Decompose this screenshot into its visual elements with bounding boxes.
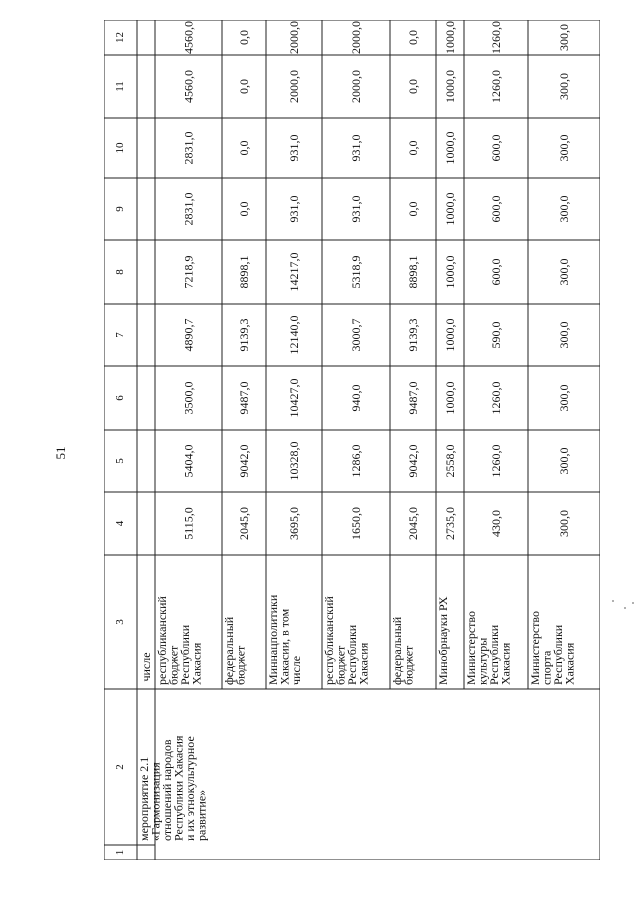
value-cell: 3000,7 — [349, 318, 363, 352]
value-cell: 0,0 — [406, 30, 420, 45]
value-cell: 2000,0 — [287, 21, 301, 54]
source-label-line: Республики — [551, 624, 565, 685]
source-label-line: республиканский — [155, 596, 169, 685]
value-cell: 10328,0 — [287, 441, 301, 481]
value-cell: 300,0 — [557, 510, 571, 537]
table-row — [436, 21, 457, 685]
column-number: 11 — [114, 81, 126, 92]
source-label-line: Министерство — [528, 611, 542, 685]
scan-speck — [612, 600, 614, 602]
value-cell: 300,0 — [557, 384, 571, 412]
column-number: 6 — [114, 395, 126, 401]
source-label-line: Республики — [487, 624, 501, 685]
value-cell: 4890,7 — [181, 318, 196, 352]
column-number: 10 — [114, 142, 126, 154]
measure-label-line: и их этнокультурное — [183, 736, 197, 841]
value-cell: 600,0 — [489, 134, 503, 162]
value-cell: 2735,0 — [443, 507, 457, 540]
value-cell: 940,0 — [349, 384, 363, 412]
table-row — [390, 30, 420, 685]
source-label-line: Хакасия — [562, 642, 577, 685]
value-cell: 590,0 — [489, 321, 503, 349]
measure-label-line: развитие» — [194, 789, 209, 841]
value-cell: 2831,0 — [181, 131, 196, 165]
value-cell: 3695,0 — [287, 507, 301, 540]
value-cell: 9042,0 — [406, 444, 420, 478]
column-number: 2 — [114, 764, 126, 770]
source-label-line: Миннацполитики — [266, 594, 280, 685]
value-cell: 9487,0 — [237, 381, 251, 415]
source-label-line: культуры — [475, 637, 490, 685]
source-label-line: федеральный — [390, 616, 404, 685]
value-cell: 0,0 — [406, 79, 420, 94]
value-cell: 1000,0 — [443, 192, 457, 226]
value-cell: 5404,0 — [181, 444, 196, 478]
value-cell: 2045,0 — [406, 507, 420, 540]
source-label-line: бюджет — [333, 645, 348, 685]
value-cell: 4560,0 — [181, 21, 196, 54]
scan-speck — [624, 607, 626, 609]
value-cell: 8898,1 — [237, 255, 251, 289]
value-cell: 4560,0 — [181, 70, 196, 103]
measure-label-line: Республики Хакасия — [171, 735, 186, 841]
value-cell: 300,0 — [557, 24, 571, 51]
value-cell: 1000,0 — [443, 318, 457, 352]
column-number: 9 — [114, 206, 126, 212]
value-cell: 300,0 — [557, 258, 571, 286]
value-cell: 931,0 — [287, 195, 301, 223]
continuation-cell — [139, 652, 153, 681]
value-cell: 300,0 — [557, 73, 571, 100]
source-label-line: бюджет — [401, 645, 416, 685]
budget-table — [104, 20, 600, 860]
source-label-line: Хакасия — [189, 642, 204, 685]
value-cell: 9139,3 — [237, 318, 251, 352]
value-cell: 12140,0 — [287, 315, 301, 355]
value-cell: 2000,0 — [287, 70, 301, 103]
value-cell: 7218,9 — [181, 255, 196, 289]
value-cell: 300,0 — [557, 134, 571, 162]
value-cell: 2000,0 — [349, 21, 363, 54]
value-cell: 1000,0 — [443, 131, 457, 165]
source-label-line: числе — [289, 655, 303, 685]
column-number: 5 — [114, 458, 126, 464]
value-cell: 600,0 — [489, 195, 503, 223]
column-number: 1 — [114, 849, 126, 856]
data-rows — [155, 21, 577, 685]
value-cell: 2558,0 — [443, 444, 457, 478]
scan-speck — [632, 602, 634, 604]
source-label-line: федеральный — [222, 616, 236, 685]
source-label-line: бюджет — [166, 645, 181, 685]
value-cell: 2000,0 — [349, 70, 363, 103]
source-label-line: Республики — [178, 624, 192, 685]
column-number: 3 — [114, 619, 126, 625]
source-label-line: Минобрнауки РХ — [436, 596, 450, 685]
column-number: 4 — [114, 520, 126, 527]
value-cell: 600,0 — [489, 258, 503, 286]
source-label-line: спорта — [539, 650, 554, 685]
value-cell: 9139,3 — [406, 318, 420, 352]
value-cell: 1000,0 — [443, 70, 457, 103]
source-label-line: Республики — [345, 624, 359, 685]
page-number: 51 — [53, 446, 68, 460]
value-cell: 5115,0 — [181, 507, 196, 540]
column-number: 7 — [114, 332, 126, 338]
measure-name-cell — [137, 735, 209, 841]
value-cell: 300,0 — [557, 195, 571, 223]
source-label-line: Хакасии, в том — [277, 608, 292, 685]
column-number: 12 — [114, 32, 126, 43]
table-row — [266, 21, 303, 685]
value-cell: 300,0 — [557, 447, 571, 475]
value-cell: 931,0 — [287, 134, 301, 162]
value-cell: 931,0 — [349, 195, 363, 223]
table-row — [528, 24, 577, 685]
value-cell: 931,0 — [349, 134, 363, 162]
measure-label-line: отношений народов — [160, 739, 174, 841]
value-cell: 1286,0 — [349, 444, 363, 478]
value-cell: 0,0 — [237, 79, 251, 94]
source-label-line: Хакасия — [498, 642, 513, 685]
header-row — [114, 32, 126, 855]
value-cell: 9487,0 — [406, 381, 420, 415]
value-cell: 8898,1 — [406, 255, 420, 289]
value-cell: 2831,0 — [181, 192, 196, 226]
source-label-line: Хакасия — [356, 642, 371, 685]
value-cell: 3500,0 — [181, 381, 196, 415]
value-cell: 1260,0 — [489, 70, 503, 103]
value-cell: 430,0 — [489, 510, 503, 537]
value-cell: 1000,0 — [443, 381, 457, 415]
value-cell: 1650,0 — [349, 507, 363, 540]
value-cell: 1260,0 — [489, 444, 503, 478]
value-cell: 10427,0 — [287, 378, 301, 418]
value-cell: 0,0 — [237, 30, 251, 45]
value-cell: 0,0 — [406, 201, 420, 217]
value-cell: 1260,0 — [489, 21, 503, 54]
table-row — [464, 21, 513, 685]
source-label-line: республиканский — [322, 596, 336, 685]
value-cell: 9042,0 — [237, 444, 251, 478]
continuation-label: числе — [139, 652, 153, 682]
measure-label-line: мероприятие 2.1 — [137, 756, 151, 841]
value-cell: 300,0 — [557, 321, 571, 349]
measure-label-line: «Гармонизация — [148, 762, 163, 841]
value-cell: 5318,9 — [349, 255, 363, 289]
value-cell: 0,0 — [237, 140, 251, 156]
value-cell: 1000,0 — [443, 255, 457, 289]
table-row — [222, 30, 251, 685]
value-cell: 14217,0 — [287, 252, 301, 292]
value-cell: 1260,0 — [489, 381, 503, 415]
value-cell: 0,0 — [237, 201, 251, 217]
column-number: 8 — [114, 269, 126, 275]
value-cell: 1000,0 — [443, 21, 457, 54]
table-row — [155, 21, 204, 685]
value-cell: 0,0 — [406, 140, 420, 156]
value-cell: 2045,0 — [237, 507, 251, 540]
source-label-line: бюджет — [233, 645, 248, 685]
source-label-line: Министерство — [464, 611, 478, 685]
table-row — [322, 21, 371, 685]
